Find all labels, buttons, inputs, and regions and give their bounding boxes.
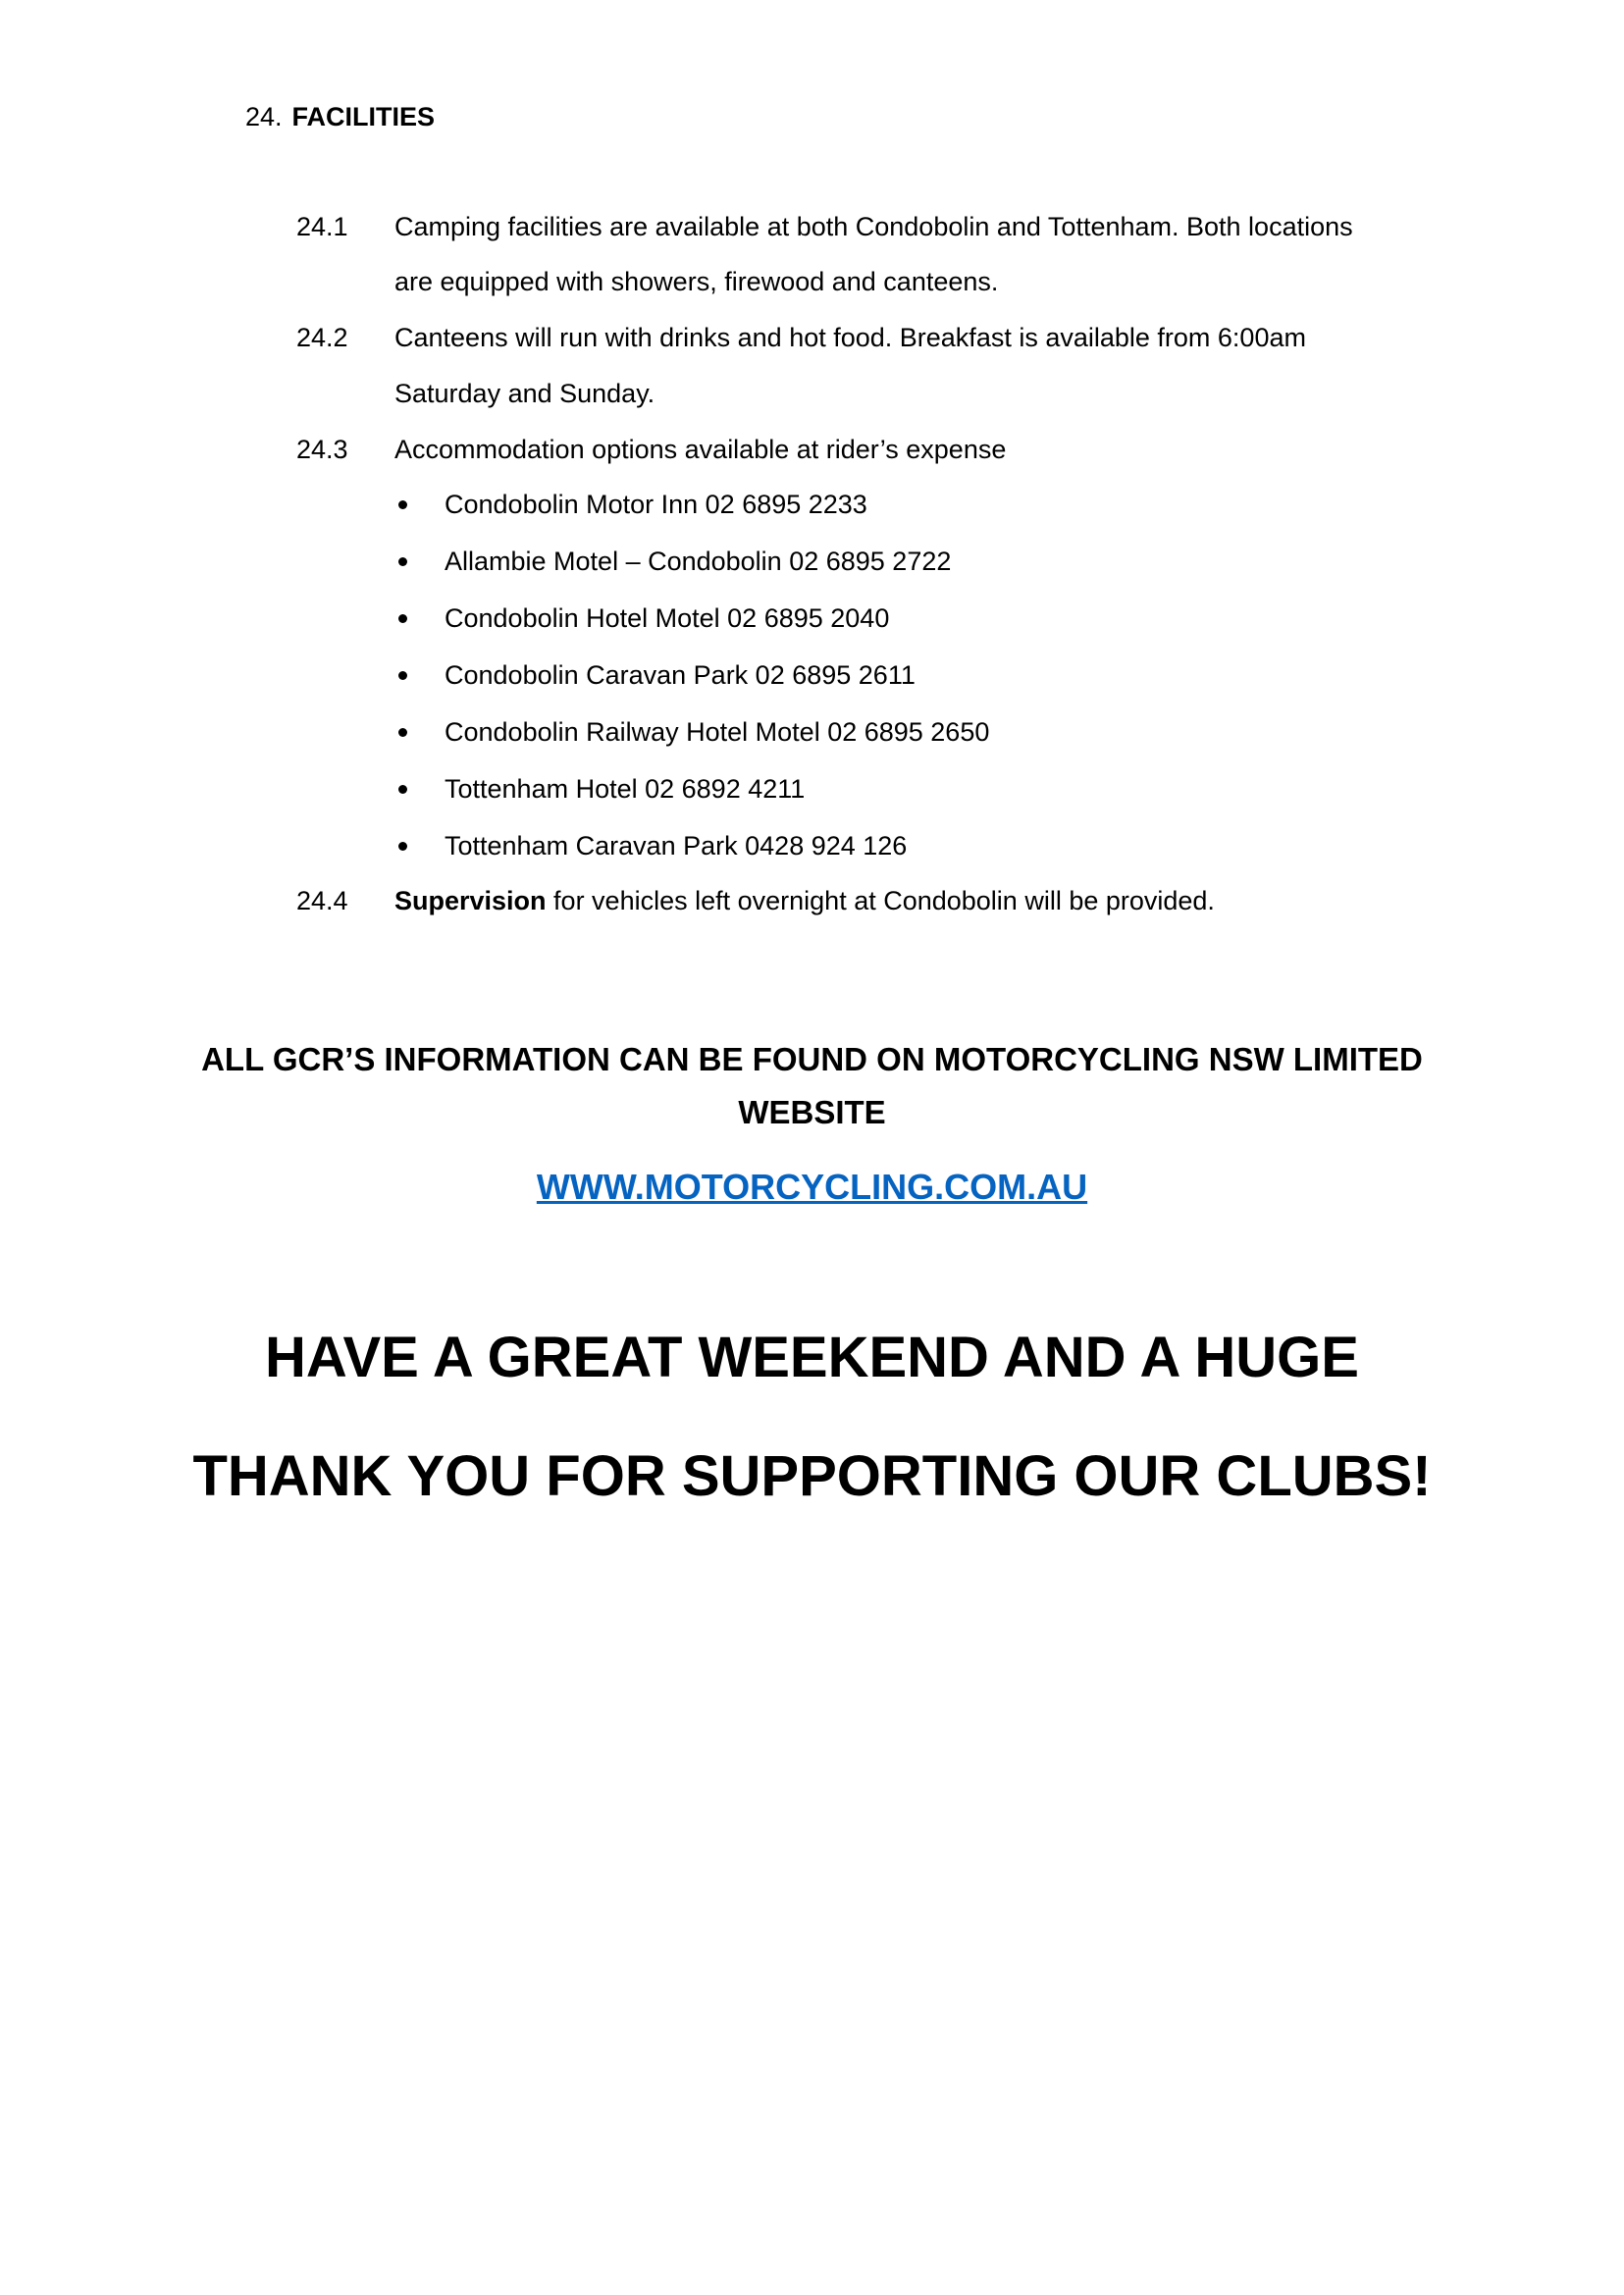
notice-line: ALL GCR’S INFORMATION CAN BE FOUND ON MOTORCYCLING NSW LIMITED <box>201 1041 1423 1077</box>
list-item: Tottenham Hotel 02 6892 4211 <box>445 774 806 804</box>
list-item: Allambie Motel – Condobolin 02 6895 2722 <box>445 547 952 576</box>
list-item: Condobolin Motor Inn 02 6895 2233 <box>445 490 867 519</box>
item-text-line: Canteens will run with drinks and hot food. Breakfast is available from 6:00am <box>394 323 1306 352</box>
item-text-line: are equipped with showers, firewood and canteens. <box>394 267 999 296</box>
item-text-line: Camping facilities are available at both Condobolin and Tottenham. Both locations <box>394 212 1353 241</box>
website-link[interactable]: WWW.MOTORCYCLING.COM.AU <box>536 1167 1088 1207</box>
list-item: Condobolin Caravan Park 02 6895 2611 <box>445 660 916 690</box>
item-text-line: Saturday and Sunday. <box>394 379 655 408</box>
section-number: 24. <box>245 102 283 131</box>
section-heading <box>245 102 435 132</box>
supervision-text: for vehicles left overnight at Condobolin will be provided. <box>546 886 1215 915</box>
item-number: 24.2 <box>296 323 348 352</box>
section-title: FACILITIES <box>291 102 436 131</box>
list-item: Tottenham Caravan Park 0428 924 126 <box>445 831 908 861</box>
item-number: 24.1 <box>296 212 348 241</box>
bullet-icon <box>398 557 407 566</box>
bullet-icon <box>398 500 407 509</box>
list-item: Condobolin Railway Hotel Motel 02 6895 2650 <box>445 717 990 747</box>
item-number: 24.3 <box>296 435 348 464</box>
supervision-label: Supervision <box>394 886 547 915</box>
closing-line: HAVE A GREAT WEEKEND AND A HUGE <box>265 1326 1359 1389</box>
bullet-icon <box>398 728 407 737</box>
list-item: Condobolin Hotel Motel 02 6895 2040 <box>445 603 890 633</box>
item-number: 24.4 <box>296 886 348 915</box>
notice-line: WEBSITE <box>738 1094 886 1130</box>
bullet-icon <box>398 842 407 851</box>
item-text-line <box>394 886 1215 916</box>
bullet-icon <box>398 671 407 680</box>
bullet-icon <box>398 614 407 623</box>
item-text-line: Accommodation options available at rider’s expense <box>394 435 1007 464</box>
bullet-icon <box>398 785 407 794</box>
closing-line: THANK YOU FOR SUPPORTING OUR CLUBS! <box>192 1444 1432 1508</box>
